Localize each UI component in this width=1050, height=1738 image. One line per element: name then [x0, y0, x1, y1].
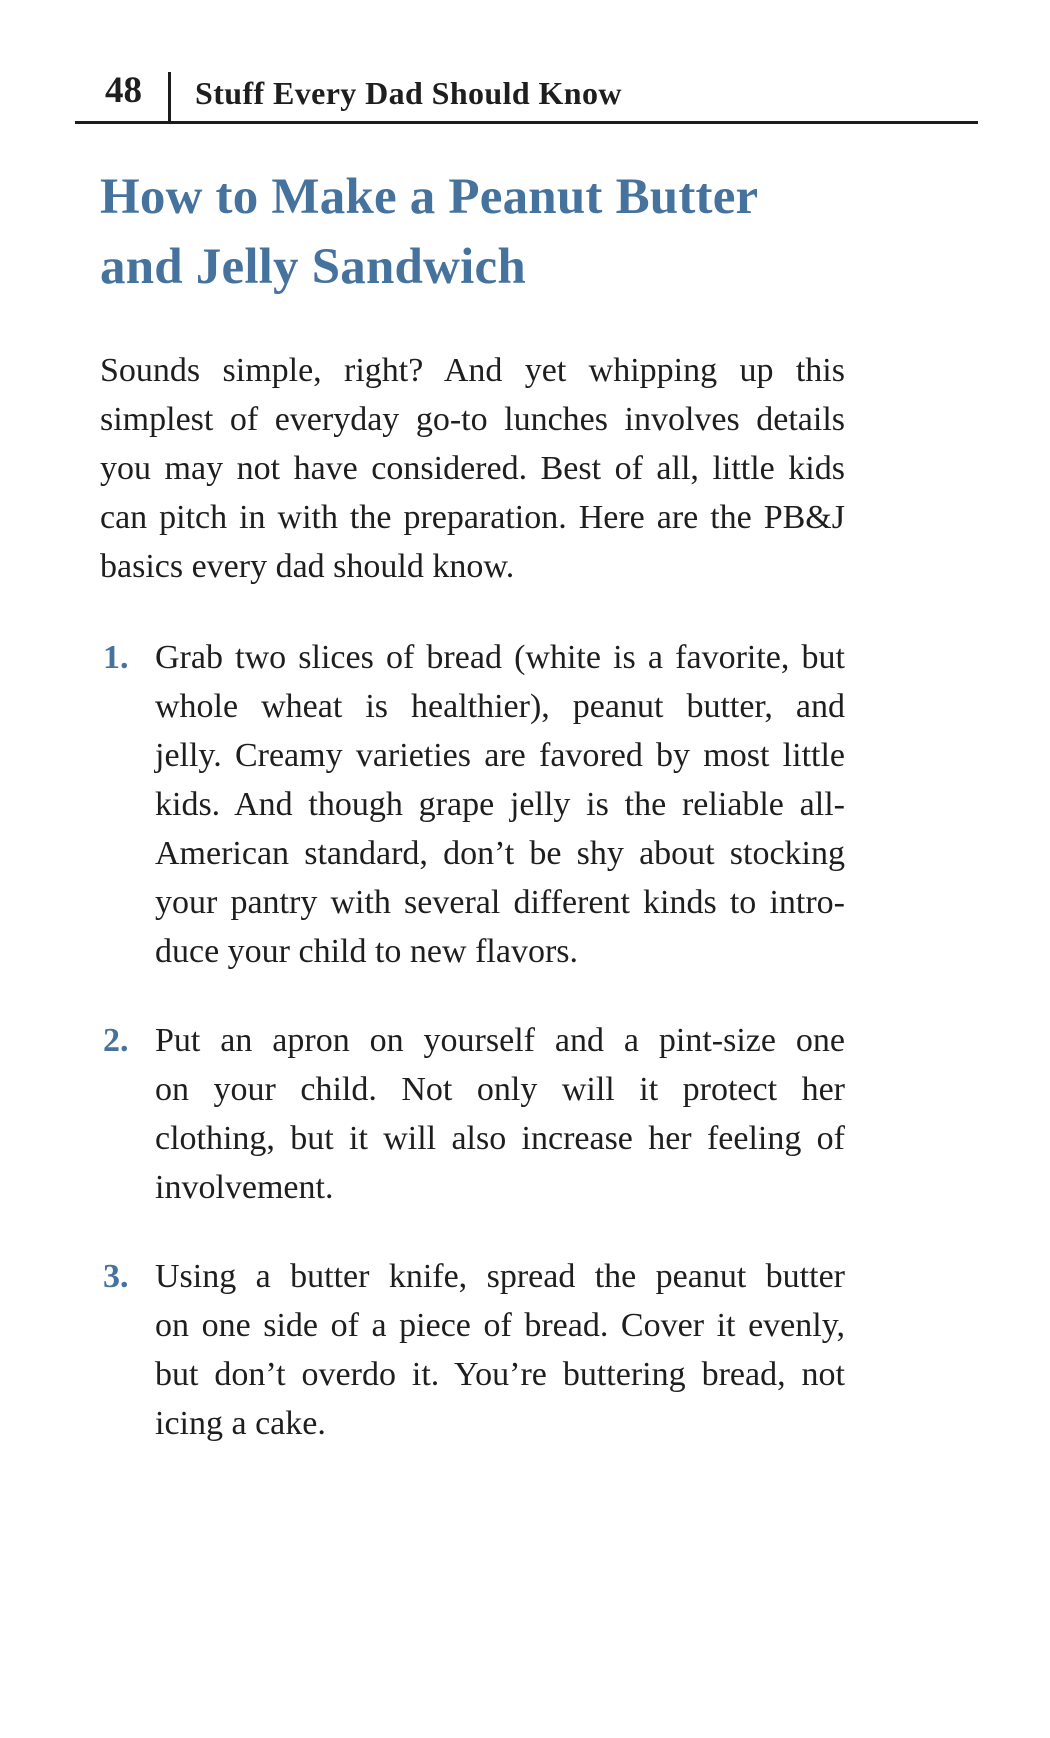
- chapter-title-line: and Jelly Sandwich: [100, 239, 526, 295]
- text-line: can pitch in with the preparation. Here are the PB&J: [100, 499, 845, 536]
- text-line: Grab two slices of bread (white is a favorite, but: [155, 639, 845, 676]
- text-line: you may not have considered. Best of all, little kids: [100, 450, 845, 487]
- page-number: 48: [105, 70, 142, 111]
- text-line: duce your child to new flavors.: [155, 933, 578, 970]
- text-line: on your child. Not only will it protect her: [155, 1071, 845, 1108]
- text-line: Using a butter knife, spread the peanut butter: [155, 1258, 845, 1295]
- step-text: [155, 1252, 845, 1448]
- text-line: simplest of everyday go-to lunches involves details: [100, 401, 845, 438]
- text-line: whole wheat is healthier), peanut butter, and: [155, 688, 845, 725]
- step-number: 3.: [103, 1258, 129, 1295]
- step-text: [155, 1016, 845, 1212]
- text-line: kids. And though grape jelly is the reliable all-: [155, 786, 845, 823]
- text-line: clothing, but it will also increase her feeling of: [155, 1120, 845, 1157]
- text-line: Put an apron on yourself and a pint-size one: [155, 1022, 845, 1059]
- page-header: [75, 62, 978, 124]
- text-line: basics every dad should know.: [100, 548, 515, 585]
- text-line: on one side of a piece of bread. Cover it evenly,: [155, 1307, 845, 1344]
- steps-list: [100, 633, 845, 1448]
- step-item: [100, 1016, 845, 1212]
- text-line: jelly. Creamy varieties are favored by most little: [155, 737, 845, 774]
- intro-paragraph: [100, 346, 845, 591]
- chapter-content: [100, 162, 845, 1448]
- step-item: [100, 1252, 845, 1448]
- text-line: involvement.: [155, 1169, 334, 1206]
- text-line: Sounds simple, right? And yet whipping up this: [100, 352, 845, 389]
- step-number: 2.: [103, 1022, 129, 1059]
- text-line: icing a cake.: [155, 1405, 326, 1442]
- step-text: [155, 633, 845, 976]
- running-head: Stuff Every Dad Should Know: [195, 75, 622, 111]
- step-item: [100, 633, 845, 976]
- text-line: but don’t overdo it. You’re buttering bread, not: [155, 1356, 845, 1393]
- step-number: 1.: [103, 639, 129, 676]
- chapter-title: [100, 162, 845, 302]
- text-line: your pantry with several different kinds to intro-: [155, 884, 845, 921]
- text-line: American standard, don’t be shy about stocking: [155, 835, 845, 872]
- chapter-title-line: How to Make a Peanut Butter: [100, 169, 759, 225]
- header-vertical-divider: [168, 72, 171, 121]
